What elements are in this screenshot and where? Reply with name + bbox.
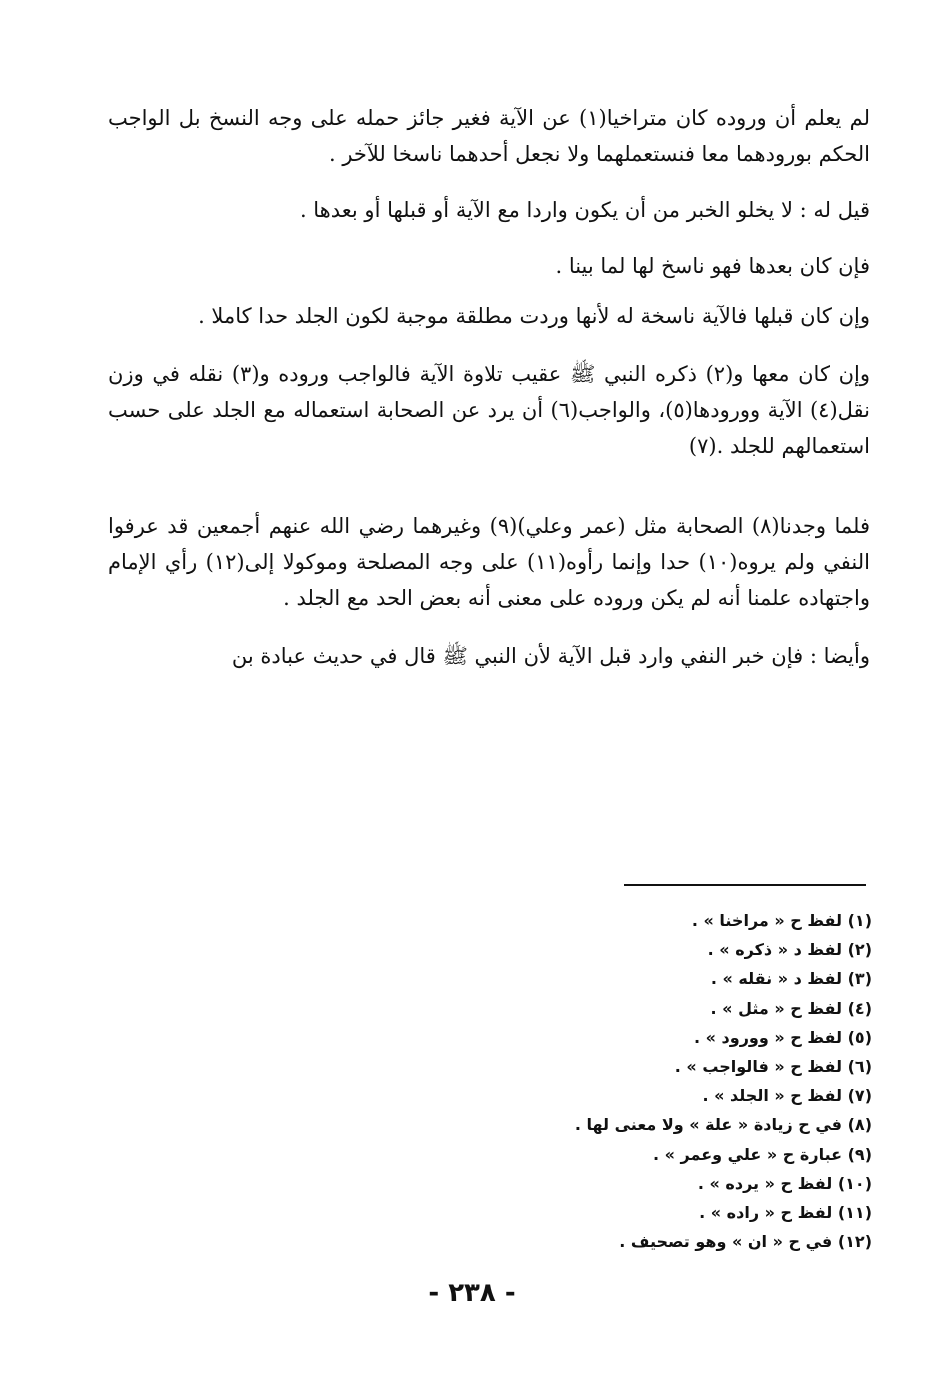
footnote-11: (١١) لفظ ح « راده » . [699,1203,872,1223]
paragraph-1: لم يعلم أن وروده كان متراخيا(١) عن الآية فغير جائز حمله على وجه النسخ بل الواجب الحكم بورودهما معا فنستعملهما ولا نجعل أحدهما ناسخا للآخر . [108,106,870,166]
footnote-9: (٩) عبارة ح « علي وعمر » . [653,1144,872,1164]
footnote-2: (٢) لفظ د « ذكره » . [707,940,872,960]
paragraph-5: وإن كان معها و(٢) ذكره النبي ﷺ عقيب تلاوة الآية فالواجب وروده و(٣) نقله في وزن نقل(٤) الآية وورودها(٥)، والواجب(٦) أن يرد عن الصحابة استعماله مع الجلد على حسب استعمالهم للجلد .(٧) [108,362,871,458]
paragraph-4: وإن كان قبلها فالآية ناسخة له لأنها وردت مطلقة موجبة لكون الجلد حدا كاملا . [198,304,870,328]
page-number: - ٢٣٨ - [428,1278,516,1308]
footnote-7: (٧) لفظ ح « الجلد » . [702,1086,872,1106]
footnote-4: (٤) لفظ ح « مثل » . [710,998,872,1018]
paragraph-7: وأيضا : فإن خبر النفي وارد قبل الآية لأن النبي ﷺ قال في حديث عبادة بن [231,644,870,668]
paragraph-6: فلما وجدنا(٨) الصحابة مثل (عمر وعلي)(٩) وغيرهما رضي الله عنهم أجمعين قد عرفوا النفي ولم يروه(١٠) حدا وإنما رأوه(١١) على وجه المصلحة وموكولا إلى(١٢) رأي الإمام واجتهاده علمنا أنه لم يكن وروده على معنى أنه بعض الحد مع الجلد . [108,514,871,610]
paragraph-2: قيل له : لا يخلو الخبر من أن يكون واردا مع الآية أو قبلها أو بعدها . [299,198,870,222]
footnote-10: (١٠) لفظ ح « يرده » . [697,1173,872,1193]
footnote-5: (٥) لفظ ح « وورود » . [693,1027,872,1047]
footnote-12: (١٢) في ح « ان » وهو تصحيف . [619,1232,872,1252]
footnote-divider [624,884,866,886]
footnote-8: (٨) في ح زيادة « علة » ولا معنى لها . [574,1115,872,1135]
footnote-6: (٦) لفظ ح « فالواجب » . [674,1057,872,1077]
footnote-1: (١) لفظ ح « مراخنا » . [691,911,872,930]
footnote-3: (٣) لفظ د « نقله » . [710,969,872,989]
main-text [108,100,870,674]
paragraph-3: فإن كان بعدها فهو ناسخ لها لما بينا . [555,254,870,278]
footnotes [560,906,872,1256]
